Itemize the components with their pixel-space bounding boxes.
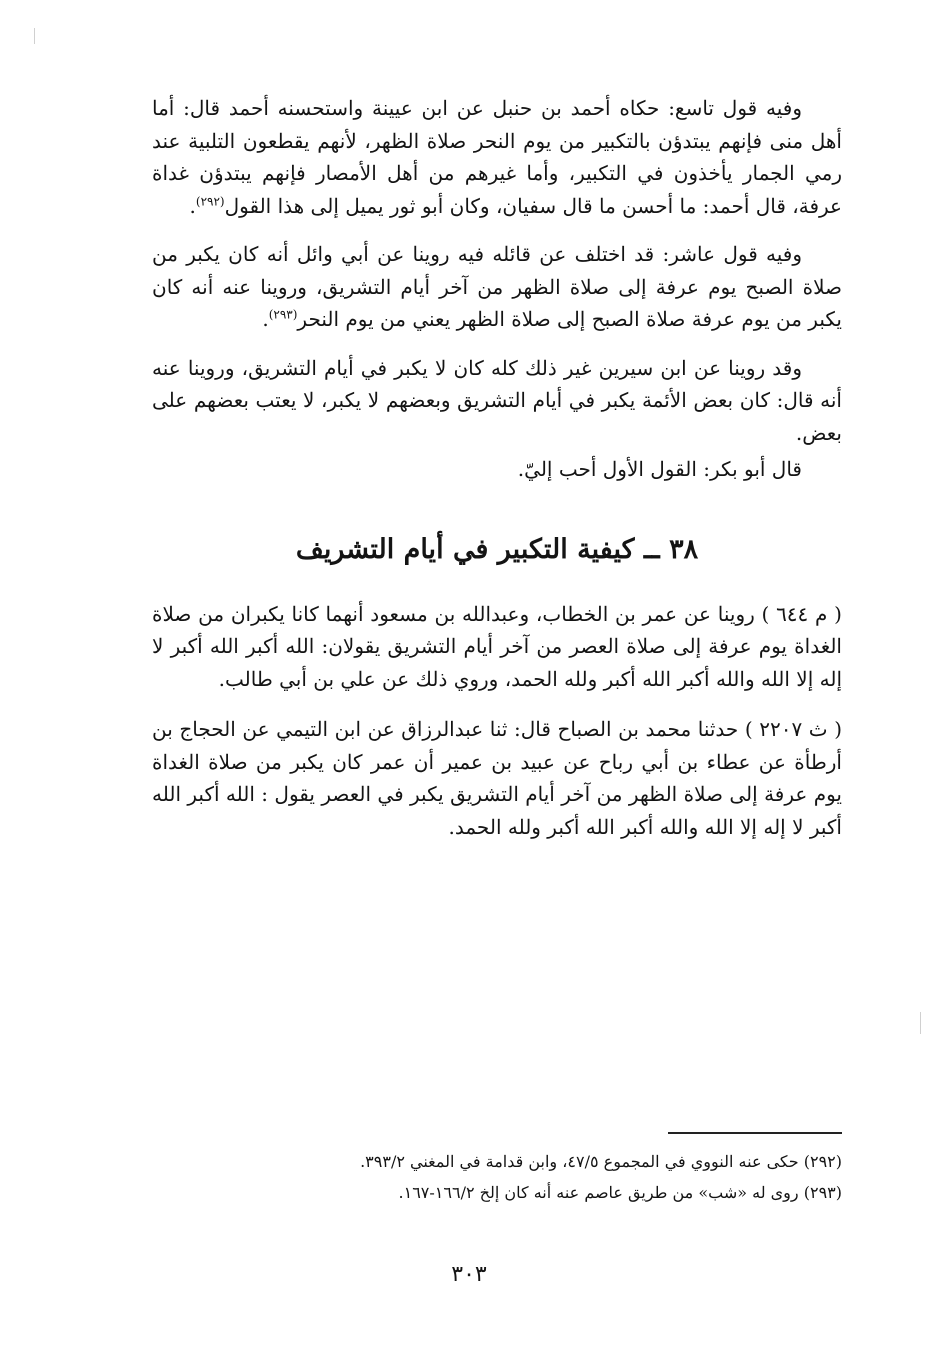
paragraph-th2207: ( ث ٢٢٠٧ ) حدثنا محمد بن الصباح قال: ثنا عبدالرزاق عن ابن التيمي عن الحجاج بن أرطأة عن عطاء بن أبي رباح عن عبيد بن عمير أن عمر كان يكبر من صلاة الغداة يوم عرفة إلى صلاة الظهر من آخر أيام التشريق يكبر في العصر يقول : الله أكبر الله أكبر لا إله إلا الله والله أكبر الله أكبر ولله الحمد. [152,717,842,839]
footnote-292: (٢٩٢) حكى عنه النووي في المجموع ٤٧/٥، وابن قدامة في المغني ٣٩٣/٢. [360,1152,842,1171]
paragraph-m644: ( م ٦٤٤ ) روينا عن عمر بن الخطاب، وعبدالله بن مسعود أنهما كانا يكبران من صلاة الغداة يوم عرفة إلى صلاة العصر من آخر أيام التشريق يقولان: الله أكبر الله أكبر لا إله إلا الله والله أكبر الله أكبر ولله الحمد، وروي ذلك عن علي بن أبي طالب. [152,601,842,691]
page-edge-mark [34,28,35,44]
paragraph-ninth-opinion [152,92,842,222]
page-edge-mark [920,1012,921,1034]
paragraph-end: . [189,193,196,218]
page-number: ٣٠٣ [451,1262,487,1287]
paragraph-abu-bakr: قال أبو بكر: القول الأول أحب إليّ. [517,457,802,481]
footnote-ref: (٢٩٢) [195,193,225,208]
section-heading: ٣٨ ــ كيفية التكبير في أيام التشريف [295,533,699,565]
footnotes [152,1146,842,1208]
paragraph-ibn-sirin: وقد روينا عن ابن سيرين غير ذلك كله كان لا يكبر في أيام التشريق، وروينا عنه أنه قال: كان بعض الأئمة يكبر في أيام التشريق وبعضهم لا يكبر، لا يعتب بعضهم على بعض. [152,355,842,445]
paragraph-text: وفيه قول تاسع: حكاه أحمد بن حنبل عن ابن عيينة واستحسنه أحمد قال: أما أهل منى فإنهم يبتدؤن بالتكبير من يوم النحر صلاة الظهر، لأنهم يقطعون التلبية عند رمي الجمار يأخذون في التكبير، وأما غيرهم من أهل الأمصار فإنهم يبتدؤن غداة عرفة، قال أحمد: ما أحسن ما قال سفيان، وكان أبو ثور يميل إلى هذا القول [152,96,842,218]
footnote-ref: (٢٩٣) [268,307,298,322]
paragraph-end: . [262,307,269,331]
footnote-separator [668,1132,842,1134]
paragraph-tenth-opinion [152,238,842,336]
paragraph-text: وفيه قول عاشر: قد اختلف عن قائله فيه روينا عن أبي وائل أنه كان يكبر من صلاة الصبح يوم عرفة إلى صلاة الظهر من آخر أيام التشريق، وروينا عنه أنه كان يكبر من يوم عرفة صلاة الصبح إلى صلاة الظهر يعني من يوم النحر [152,242,842,331]
main-text [152,92,842,843]
footnote-293: (٢٩٣) روى له «شب» من طريق عاصم عنه أنه كان إلخ ١٦٦/٢-١٦٧. [398,1183,842,1202]
